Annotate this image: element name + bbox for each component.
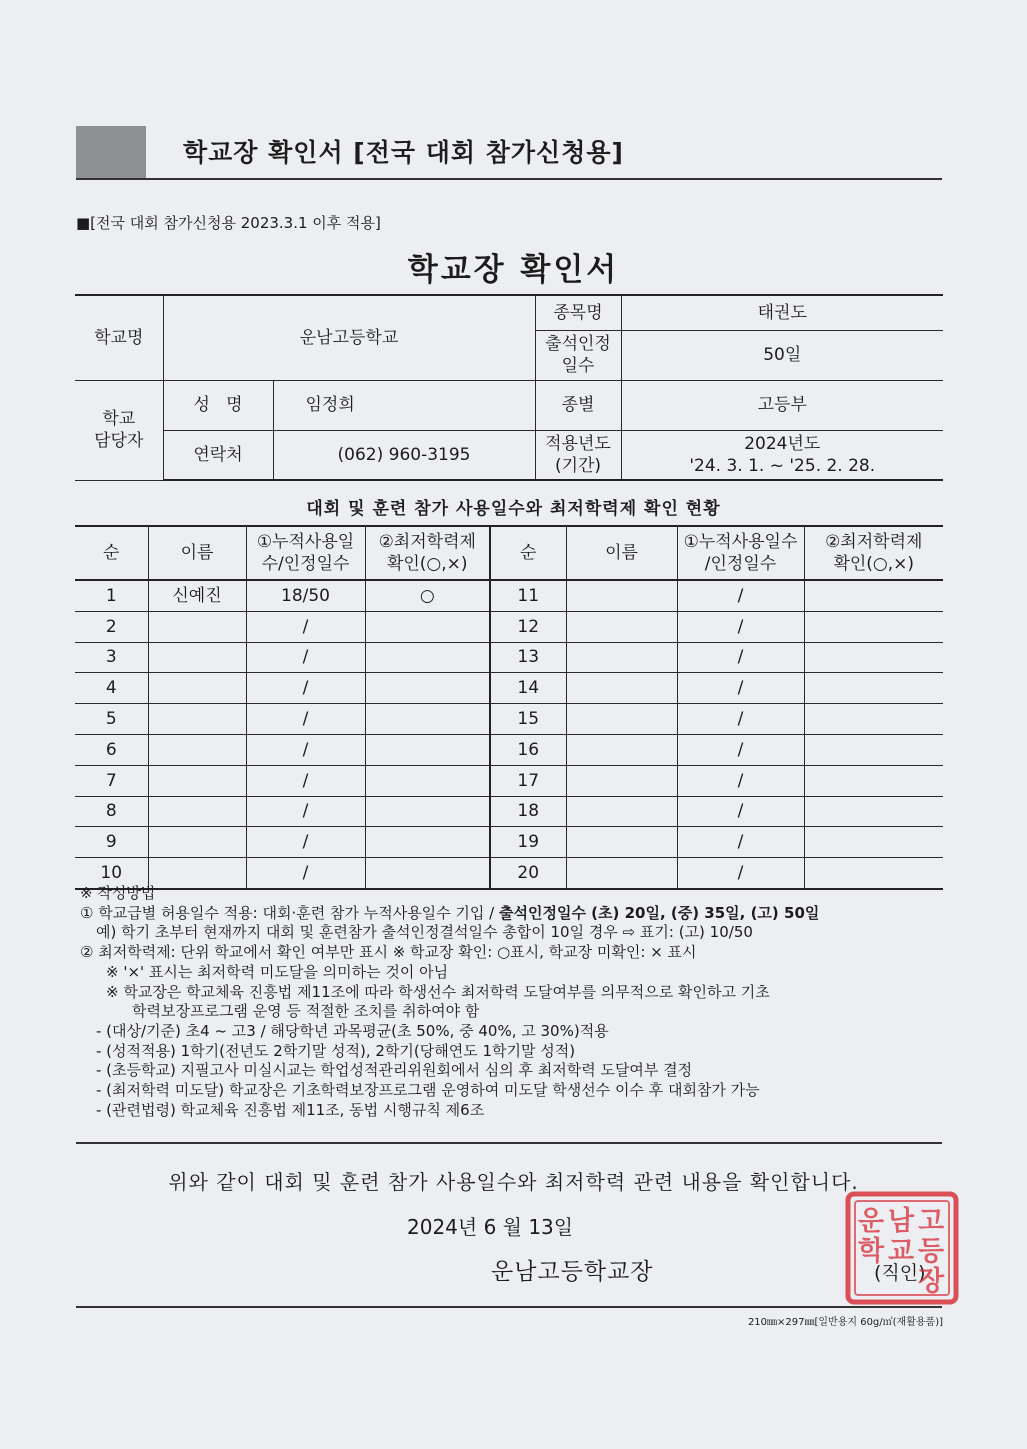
roster-row (75, 611, 943, 642)
seal-mark: (직인) (874, 1262, 926, 1284)
cell-name-left (148, 611, 246, 642)
cell-no-left: 5 (75, 704, 148, 735)
cell-name-right (566, 796, 677, 827)
cell-no-right: 13 (490, 642, 566, 673)
header-rule (76, 178, 942, 180)
header-gray-block (76, 126, 146, 178)
cell-days-right: / (677, 704, 804, 735)
seal-char-4: 남 (888, 1206, 915, 1237)
cell-name-right (566, 580, 677, 611)
cell-days-right: / (677, 642, 804, 673)
cell-check-left (365, 673, 490, 704)
detail-below-minimum: - (최저학력 미도달) 학교장은 기초학력보장프로그램 운영하여 미도달 학생선수 이수 후 대회참가 가능 (96, 1081, 760, 1100)
roster-row (75, 642, 943, 673)
cell-name-right (566, 827, 677, 858)
division-value: 고등부 (621, 380, 943, 430)
cell-no-left: 4 (75, 673, 148, 704)
cell-no-right: 17 (490, 765, 566, 796)
roster-title: 대회 및 훈련 참가 사용일수와 최저학력제 확인 현황 (306, 499, 721, 519)
note-1 (80, 904, 950, 924)
cell-days-right: / (677, 734, 804, 765)
cell-days-left: / (246, 642, 365, 673)
cell-days-right: / (677, 827, 804, 858)
footer-rule (76, 1306, 942, 1308)
cell-name-left: 신예진 (148, 580, 246, 611)
signer-name: 운남고등학교장 (491, 1259, 654, 1285)
header-days-left: ①누적사용일 수/인정일수 (246, 526, 365, 580)
cell-no-right: 20 (490, 858, 566, 889)
cell-check-right (804, 734, 943, 765)
cell-name-right (566, 611, 677, 642)
year-label: 적용년도 (기간) (535, 430, 621, 480)
cell-check-right (804, 827, 943, 858)
sport-label: 종목명 (535, 295, 621, 330)
cell-days-left: / (246, 673, 365, 704)
cell-days-right: / (677, 858, 804, 889)
seal-char-2: 등 (918, 1236, 945, 1267)
name-label: 성 명 (163, 380, 273, 430)
note-1-example: 예) 학기 초부터 현재까지 대회 및 훈련참가 출석인정결석일수 총합이 10일 경우 ⇨ 표기: (고) 10/50 (96, 923, 753, 942)
cell-no-right: 19 (490, 827, 566, 858)
school-seal-stamp (844, 1190, 960, 1306)
cell-no-right: 14 (490, 673, 566, 704)
cell-check-right (804, 580, 943, 611)
seal-char-3: 장 (918, 1266, 945, 1297)
contact-value: (062) 960-3195 (273, 430, 535, 480)
header-name-right: 이름 (566, 526, 677, 580)
cell-check-right (804, 611, 943, 642)
note-1-text: ① 학교급별 허용일수 적용: 대회·훈련 참가 누적사용일수 기입 / (80, 903, 499, 922)
cell-name-left (148, 734, 246, 765)
cell-name-right (566, 765, 677, 796)
cell-no-left: 9 (75, 827, 148, 858)
cell-days-right: / (677, 765, 804, 796)
roster-row (75, 765, 943, 796)
note-2-law-2: 학력보장프로그램 운영 등 적절한 조치를 취하여야 함 (132, 1002, 480, 1021)
header-no-right: 순 (490, 526, 566, 580)
header-check-right: ②최저학력제 확인(○,×) (804, 526, 943, 580)
cell-days-left: / (246, 734, 365, 765)
cell-no-left: 3 (75, 642, 148, 673)
cell-no-left: 1 (75, 580, 148, 611)
roster-row (75, 673, 943, 704)
cell-name-right (566, 642, 677, 673)
seal-char-5: 교 (888, 1236, 915, 1267)
cell-no-left: 6 (75, 734, 148, 765)
note-2-law-1: ※ 학교장은 학교체육 진흥법 제11조에 따라 학생선수 최저학력 도달여부를 의무적으로 확인하고 기초 (106, 982, 770, 1001)
header-check-left: ②최저학력제 확인(○,×) (365, 526, 490, 580)
cell-no-left: 2 (75, 611, 148, 642)
cell-no-right: 15 (490, 704, 566, 735)
cell-check-left (365, 734, 490, 765)
cell-check-right (804, 704, 943, 735)
cell-name-left (148, 704, 246, 735)
detail-laws: - (관련법령) 학교체육 진흥법 제11조, 동법 시행규칙 제6조 (96, 1100, 485, 1119)
cell-check-right (804, 642, 943, 673)
cell-no-right: 18 (490, 796, 566, 827)
cell-check-left (365, 796, 490, 827)
cell-days-right: / (677, 796, 804, 827)
cell-name-left (148, 827, 246, 858)
cell-days-right: / (677, 611, 804, 642)
year-value: 2024년도 '24. 3. 1. ~ '25. 2. 28. (621, 430, 943, 480)
confirmation-date: 2024년 6 월 13일 (407, 1215, 574, 1239)
cell-no-right: 11 (490, 580, 566, 611)
roster-header-row (75, 526, 943, 580)
cell-days-left: / (246, 827, 365, 858)
cell-days-left: / (246, 611, 365, 642)
cell-name-right (566, 673, 677, 704)
cell-no-left: 8 (75, 796, 148, 827)
cell-name-left (148, 796, 246, 827)
cell-days-right: / (677, 580, 804, 611)
header-days-right: ①누적사용일수 /인정일수 (677, 526, 804, 580)
apply-note: ■[전국 대회 참가신청용 2023.3.1 이후 적용] (76, 214, 381, 232)
cell-name-left (148, 673, 246, 704)
header-name-left: 이름 (148, 526, 246, 580)
cell-days-left: / (246, 765, 365, 796)
contact-label: 연락처 (163, 430, 273, 480)
detail-target: - (대상/기준) 초4 ~ 고3 / 해당학년 과목평균(초 50%, 중 40%, 고 30%)적용 (96, 1021, 609, 1040)
cell-check-left: ○ (365, 580, 490, 611)
cell-check-left (365, 827, 490, 858)
header-title: 학교장 확인서 [전국 대회 참가신청용] (183, 138, 624, 167)
note-2: ② 최저학력제: 단위 학교에서 확인 여부만 표시 ※ 학교장 확인: ○표시, 학교장 미확인: × 표시 (80, 943, 697, 962)
cell-days-left: 18/50 (246, 580, 365, 611)
notes-heading: ※ 작성방법 (80, 884, 156, 902)
school-label: 학교명 (75, 295, 163, 380)
roster-row (75, 796, 943, 827)
cell-no-right: 12 (490, 611, 566, 642)
cell-check-right (804, 765, 943, 796)
cell-no-left: 10 (75, 858, 148, 889)
cell-days-left: / (246, 858, 365, 889)
roster-row (75, 580, 943, 611)
school-info-table (75, 294, 943, 481)
manager-label: 학교 담당자 (75, 380, 163, 480)
document-title: 학교장 확인서 (407, 252, 620, 288)
cell-check-left (365, 704, 490, 735)
cell-days-left: / (246, 796, 365, 827)
cell-name-right (566, 704, 677, 735)
roster-row (75, 827, 943, 858)
notes-rule (76, 1142, 942, 1144)
cell-check-right (804, 673, 943, 704)
roster-row (75, 704, 943, 735)
name-value: 임정희 (273, 380, 535, 430)
division-label: 종별 (535, 380, 621, 430)
sport-value: 태권도 (621, 295, 943, 330)
seal-char-1: 고 (918, 1206, 945, 1237)
cell-name-left (148, 642, 246, 673)
cell-no-right: 16 (490, 734, 566, 765)
seal-char-7: 학 (858, 1236, 885, 1267)
cell-name-left (148, 765, 246, 796)
header-no-left: 순 (75, 526, 148, 580)
cell-no-left: 7 (75, 765, 148, 796)
school-value: 운남고등학교 (163, 295, 535, 380)
paper-spec: 210㎜×297㎜[일반용지 60g/㎡(재활용품)] (747, 1317, 943, 1328)
confirmation-statement: 위와 같이 대회 및 훈련 참가 사용일수와 최저학력 관련 내용을 확인합니다. (168, 1170, 859, 1194)
cell-days-right: / (677, 673, 804, 704)
cell-check-left (365, 765, 490, 796)
roster-row (75, 734, 943, 765)
writing-instructions (80, 884, 950, 1120)
cell-check-left (365, 611, 490, 642)
roster-table (75, 525, 943, 890)
detail-elementary: - (초등학교) 지필고사 미실시교는 학업성적관리위원회에서 심의 후 최저학력 도달여부 결정 (96, 1061, 693, 1080)
cell-check-left (365, 642, 490, 673)
seal-char-6: 운 (858, 1206, 885, 1237)
attendance-value: 50일 (621, 330, 943, 380)
note-2-x: ※ '×' 표시는 최저학력 미도달을 의미하는 것이 아님 (106, 962, 449, 981)
detail-grades: - (성적적용) 1학기(전년도 2학기말 성적), 2학기(당해연도 1학기말 성적) (96, 1041, 576, 1060)
cell-days-left: / (246, 704, 365, 735)
note-1-bold: 출석인정일수 (초) 20일, (중) 35일, (고) 50일 (499, 903, 820, 922)
attendance-label: 출석인정 일수 (535, 330, 621, 380)
cell-check-right (804, 796, 943, 827)
cell-name-right (566, 734, 677, 765)
